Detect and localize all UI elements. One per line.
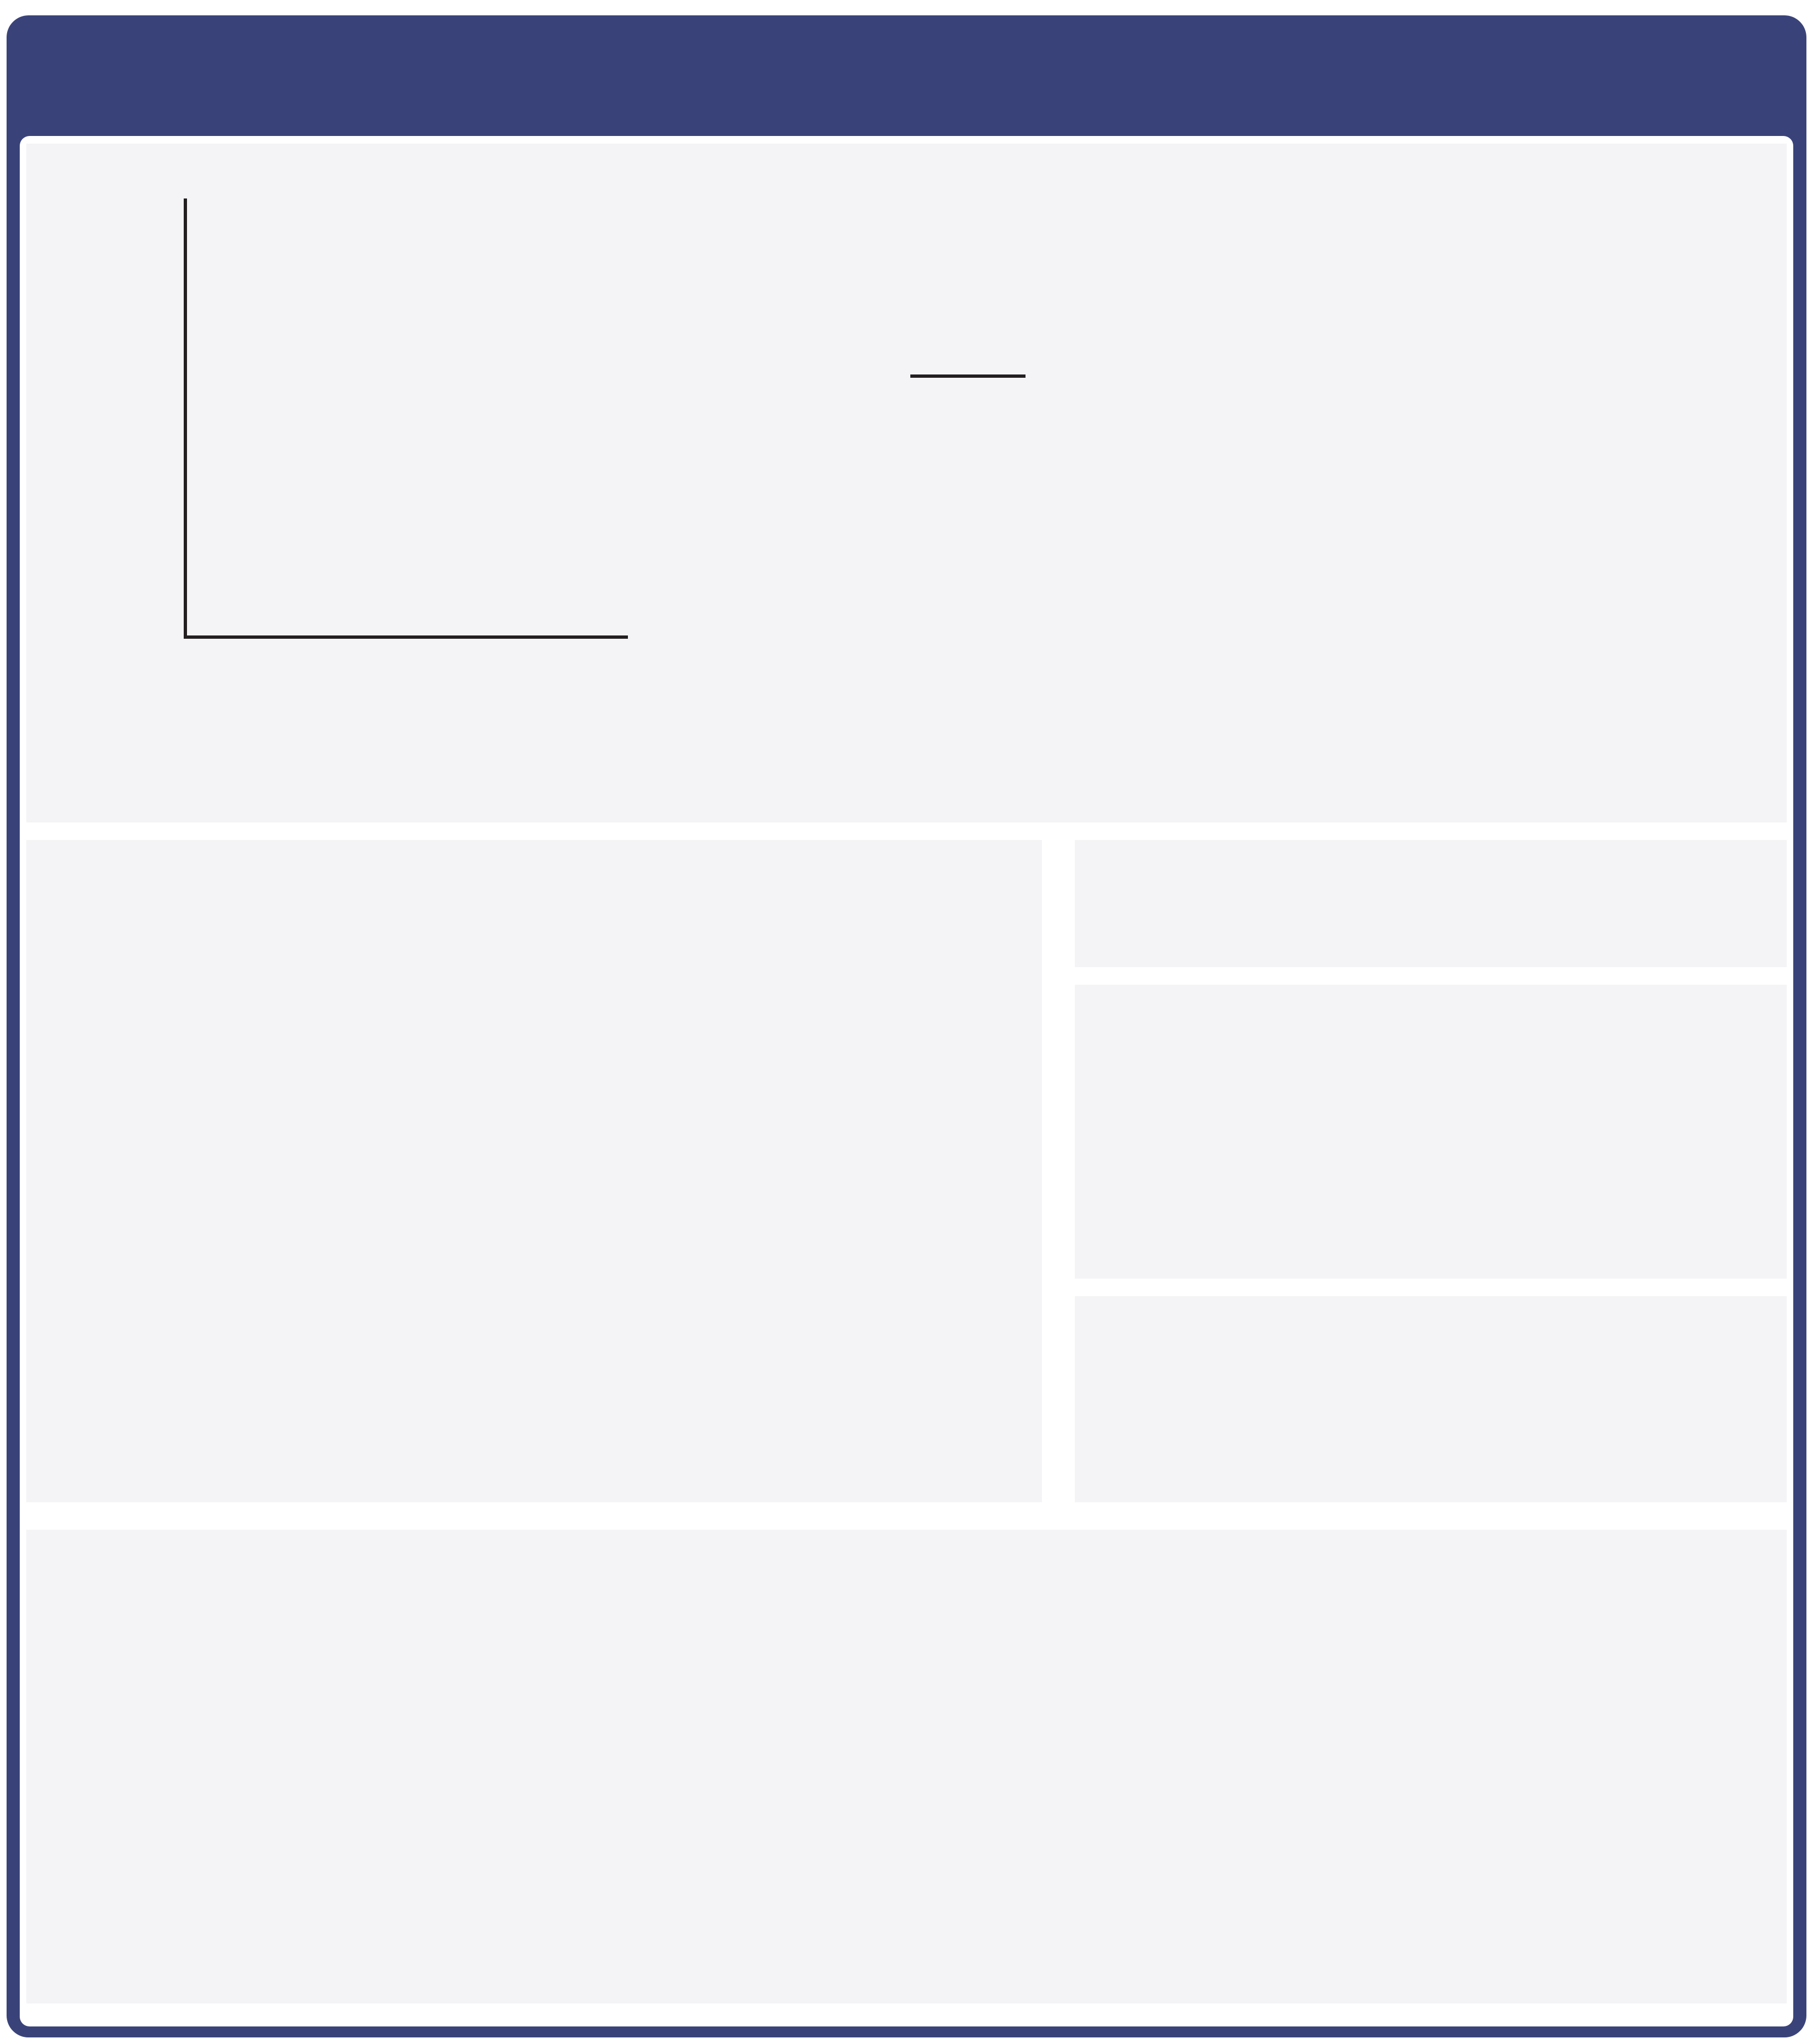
pitfalls-panel [26,1530,1787,2003]
card-title [7,15,1806,136]
metric-family-panel [1075,985,1787,1279]
calibration-histogram [26,144,684,747]
description-section [48,853,1035,962]
ece-formula [685,304,1782,447]
calibration-type-panel [1075,1296,1787,1502]
fraction-bar [910,374,1026,378]
definition-panel [1075,840,1787,967]
weighted-average-line [707,450,1749,581]
weighted-bars [1187,450,1714,581]
